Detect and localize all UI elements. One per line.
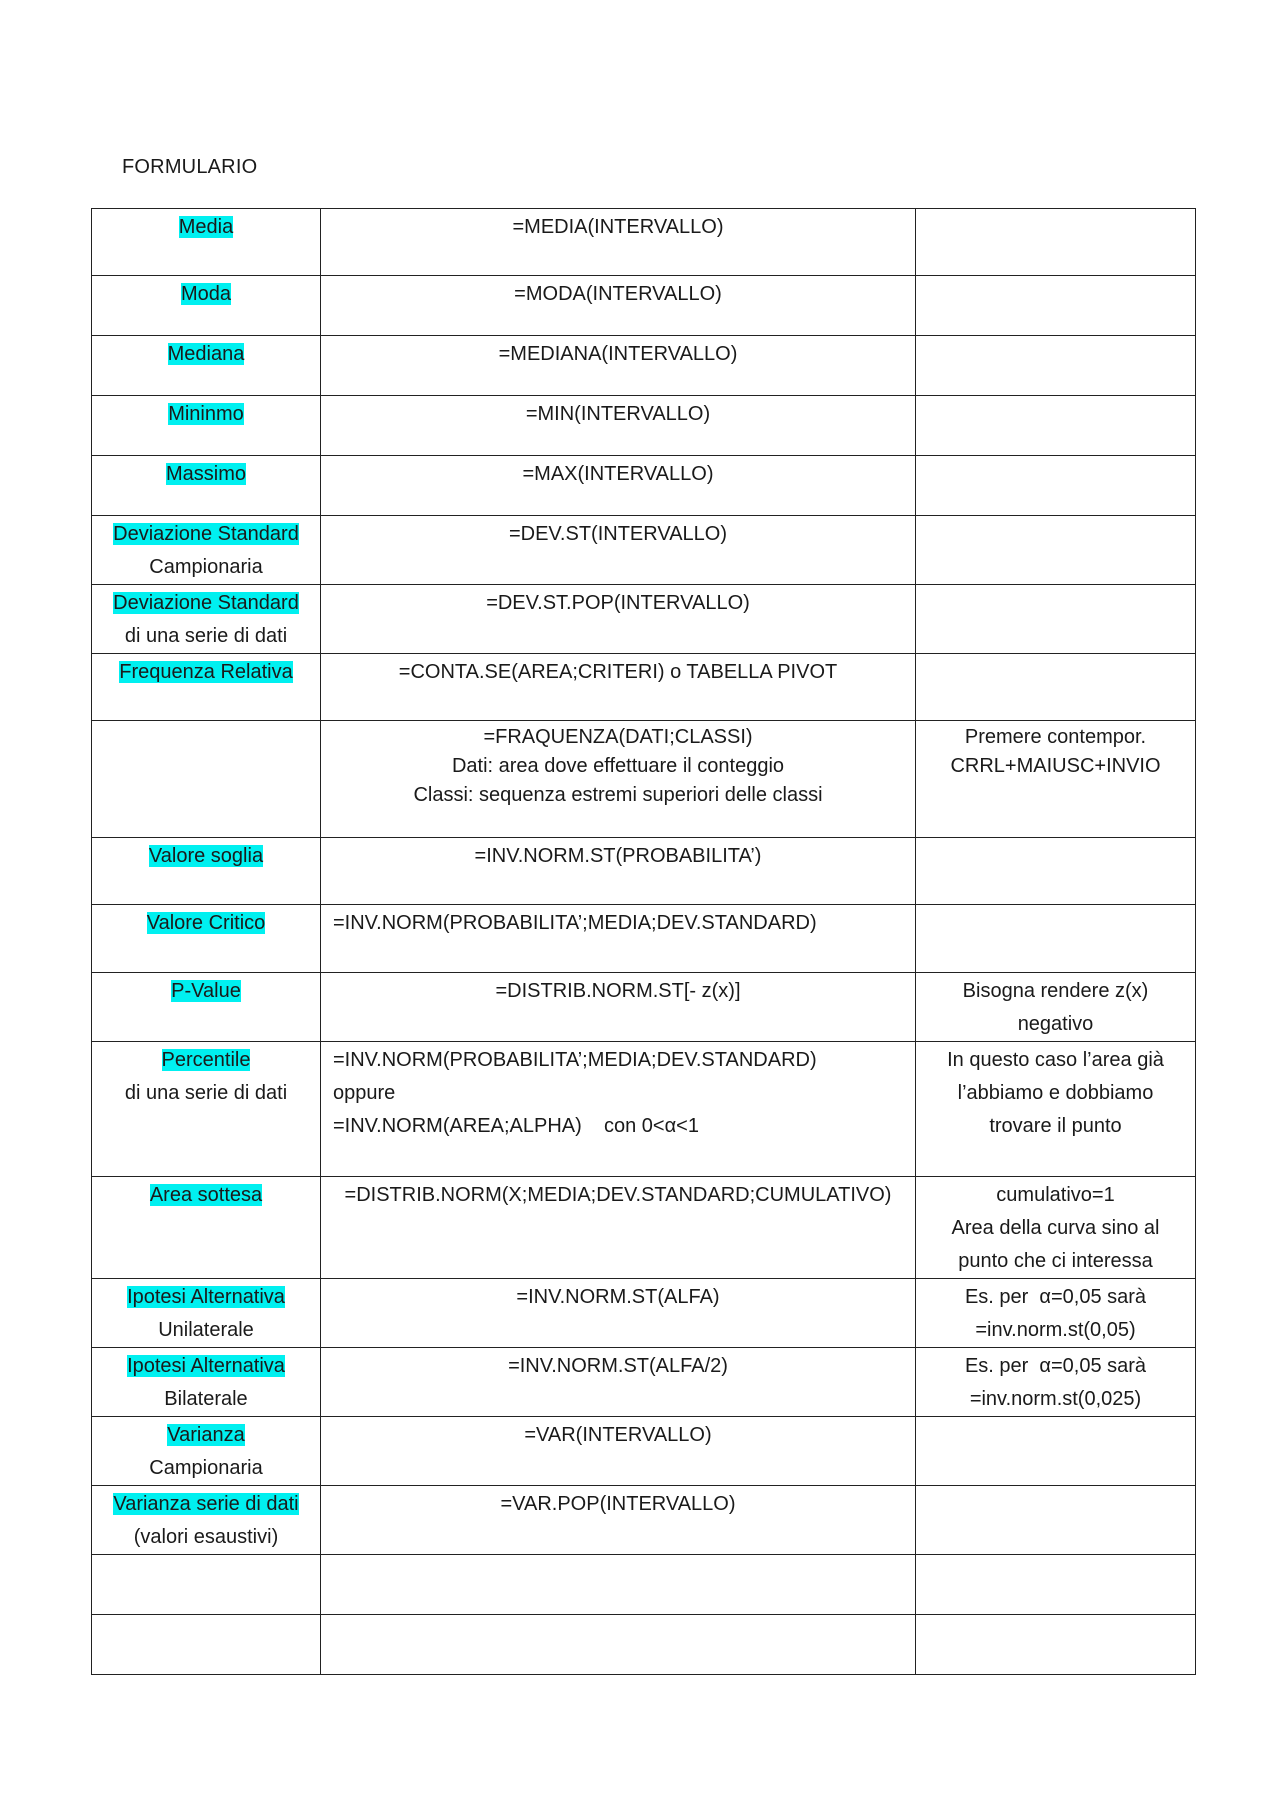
- measure-name: Deviazione Standard: [113, 523, 299, 545]
- formula-cell: [321, 1177, 916, 1279]
- note-text: =inv.norm.st(0,05): [975, 1319, 1136, 1341]
- formula-text: =VAR.POP(INTERVALLO): [500, 1493, 736, 1515]
- measure-name-cell: [92, 1417, 321, 1486]
- note-cell: [916, 396, 1196, 456]
- measure-name: Valore soglia: [148, 845, 264, 867]
- note-cell: [916, 1486, 1196, 1555]
- measure-name: Varianza: [167, 1424, 245, 1446]
- measure-name: Massimo: [165, 463, 246, 485]
- formula-cell: [321, 336, 916, 396]
- measure-name-cell: [92, 1348, 321, 1417]
- note-cell: [916, 1279, 1196, 1348]
- note-text: Es. per α=0,05 sarà: [964, 1355, 1147, 1377]
- formula-text: =INV.NORM(PROBABILITA’;MEDIA;DEV.STANDARD): [333, 912, 817, 934]
- measure-name: Deviazione Standard: [113, 592, 299, 614]
- measure-name-cell: [92, 1279, 321, 1348]
- table-row: [92, 1042, 1196, 1177]
- measure-name-cell: [92, 1042, 321, 1177]
- note-text: Es. per α=0,05 sarà: [964, 1286, 1147, 1308]
- note-cell: [916, 1042, 1196, 1177]
- note-cell: [916, 456, 1196, 516]
- formula-text: Classi: sequenza estremi superiori delle classi: [413, 784, 823, 806]
- formula-cell: [321, 654, 916, 721]
- formula-cell: [321, 396, 916, 456]
- measure-name: Valore Critico: [146, 912, 266, 934]
- note-cell: [916, 336, 1196, 396]
- note-text: cumulativo=1: [996, 1184, 1115, 1206]
- measure-name-cell: [92, 905, 321, 973]
- measure-name-cell: [92, 838, 321, 905]
- table-row: [92, 1555, 1196, 1615]
- measure-name: Area sottesa: [149, 1184, 263, 1206]
- table-row: [92, 905, 1196, 973]
- formula-text: =DISTRIB.NORM(X;MEDIA;DEV.STANDARD;CUMULATIVO): [344, 1184, 892, 1206]
- formula-text: Dati: area dove effettuare il conteggio: [451, 755, 785, 777]
- measure-name: Mediana: [167, 343, 245, 365]
- table-row: [92, 456, 1196, 516]
- note-cell: [916, 838, 1196, 905]
- empty-cell: [321, 1555, 916, 1615]
- measure-name: Percentile: [161, 1049, 251, 1071]
- note-cell: [916, 905, 1196, 973]
- table-row: [92, 838, 1196, 905]
- formula-cell: [321, 209, 916, 276]
- note-cell: [916, 1177, 1196, 1279]
- measure-name-cell: [92, 456, 321, 516]
- formula-text: =DISTRIB.NORM.ST[- z(x)]: [495, 980, 741, 1002]
- table-row: [92, 1279, 1196, 1348]
- table-row: [92, 654, 1196, 721]
- note-cell: [916, 585, 1196, 654]
- note-text: l’abbiamo e dobbiamo: [957, 1082, 1154, 1104]
- formula-cell: [321, 838, 916, 905]
- table-row: [92, 276, 1196, 336]
- table-row: [92, 1348, 1196, 1417]
- formula-cell: [321, 1417, 916, 1486]
- measure-name-cell: [92, 276, 321, 336]
- measure-name: P-Value: [171, 980, 241, 1002]
- formula-text: oppure: [333, 1082, 396, 1104]
- table-row: [92, 721, 1196, 838]
- measure-subtitle: Bilaterale: [164, 1388, 248, 1410]
- note-cell: [916, 1417, 1196, 1486]
- formula-text: =CONTA.SE(AREA;CRITERI) o TABELLA PIVOT: [398, 661, 838, 683]
- measure-name-cell: [92, 1177, 321, 1279]
- measure-name-cell: [92, 209, 321, 276]
- table-row: [92, 209, 1196, 276]
- empty-cell: [916, 1615, 1196, 1675]
- formula-cell: [321, 905, 916, 973]
- note-cell: [916, 516, 1196, 585]
- measure-subtitle: Campionaria: [149, 556, 263, 578]
- note-cell: [916, 654, 1196, 721]
- formula-text: =MODA(INTERVALLO): [514, 283, 722, 305]
- note-cell: [916, 1348, 1196, 1417]
- formula-cell: [321, 1348, 916, 1417]
- note-cell: [916, 276, 1196, 336]
- formula-text: =INV.NORM(PROBABILITA’;MEDIA;DEV.STANDARD): [333, 1049, 817, 1071]
- table-row: [92, 1177, 1196, 1279]
- table-row: [92, 1417, 1196, 1486]
- measure-name: Ipotesi Alternativa: [127, 1286, 285, 1308]
- table-row: [92, 336, 1196, 396]
- measure-name-cell: [92, 721, 321, 838]
- formula-text: =INV.NORM.ST(ALFA/2): [508, 1355, 728, 1377]
- formula-text: =INV.NORM.ST(ALFA): [516, 1286, 720, 1308]
- note-text: negativo: [1017, 1013, 1094, 1035]
- empty-cell: [321, 1615, 916, 1675]
- measure-name-cell: [92, 516, 321, 585]
- note-text: Area della curva sino al: [951, 1217, 1160, 1239]
- measure-subtitle: di una serie di dati: [124, 625, 288, 647]
- measure-name-cell: [92, 336, 321, 396]
- note-cell: [916, 973, 1196, 1042]
- formula-text: =INV.NORM(AREA;ALPHA) con 0<α<1: [333, 1115, 699, 1137]
- formula-text: =MIN(INTERVALLO): [525, 403, 711, 425]
- formula-text: =FRAQUENZA(DATI;CLASSI): [483, 726, 753, 748]
- formula-cell: [321, 1486, 916, 1555]
- empty-cell: [92, 1555, 321, 1615]
- note-text: punto che ci interessa: [958, 1250, 1153, 1272]
- table-row: [92, 1486, 1196, 1555]
- measure-name: Moda: [180, 283, 232, 305]
- measure-name-cell: [92, 654, 321, 721]
- measure-subtitle: Campionaria: [149, 1457, 263, 1479]
- note-text: trovare il punto: [989, 1115, 1122, 1137]
- formula-text: =DEV.ST.POP(INTERVALLO): [486, 592, 750, 614]
- measure-subtitle: Unilaterale: [158, 1319, 254, 1341]
- note-text: CRRL+MAIUSC+INVIO: [950, 755, 1161, 777]
- note-text: Bisogna rendere z(x): [962, 980, 1149, 1002]
- formula-text: =MAX(INTERVALLO): [522, 463, 714, 485]
- empty-cell: [916, 1555, 1196, 1615]
- formula-cell: [321, 276, 916, 336]
- formula-text: =MEDIA(INTERVALLO): [512, 216, 724, 238]
- note-text: In questo caso l’area già: [947, 1049, 1164, 1071]
- measure-subtitle: (valori esaustivi): [133, 1526, 279, 1548]
- formula-text: =INV.NORM.ST(PROBABILITA’): [474, 845, 762, 867]
- table-row: [92, 1615, 1196, 1675]
- measure-name-cell: [92, 396, 321, 456]
- formula-cell: [321, 1042, 916, 1177]
- measure-name: Media: [178, 216, 234, 238]
- measure-subtitle: di una serie di dati: [124, 1082, 288, 1104]
- note-text: Premere contempor.: [964, 726, 1147, 748]
- note-cell: [916, 721, 1196, 838]
- formula-cell: [321, 721, 916, 838]
- note-cell: [916, 209, 1196, 276]
- formula-cell: [321, 585, 916, 654]
- formula-text: =VAR(INTERVALLO): [524, 1424, 712, 1446]
- formula-table: [91, 208, 1196, 1675]
- measure-name: Ipotesi Alternativa: [127, 1355, 285, 1377]
- table-row: [92, 396, 1196, 456]
- empty-cell: [92, 1615, 321, 1675]
- formula-text: =MEDIANA(INTERVALLO): [498, 343, 738, 365]
- table-row: [92, 585, 1196, 654]
- note-text: =inv.norm.st(0,025): [969, 1388, 1142, 1410]
- formula-cell: [321, 456, 916, 516]
- formula-cell: [321, 1279, 916, 1348]
- measure-name-cell: [92, 1486, 321, 1555]
- formula-cell: [321, 516, 916, 585]
- measure-name: Frequenza Relativa: [119, 661, 293, 683]
- formula-cell: [321, 973, 916, 1042]
- table-row: [92, 973, 1196, 1042]
- table-row: [92, 516, 1196, 585]
- measure-name-cell: [92, 973, 321, 1042]
- measure-name: Mininmo: [168, 403, 244, 425]
- measure-name-cell: [92, 585, 321, 654]
- formula-text: =DEV.ST(INTERVALLO): [508, 523, 728, 545]
- measure-name: Varianza serie di dati: [113, 1493, 299, 1515]
- document-title: FORMULARIO: [122, 156, 258, 178]
